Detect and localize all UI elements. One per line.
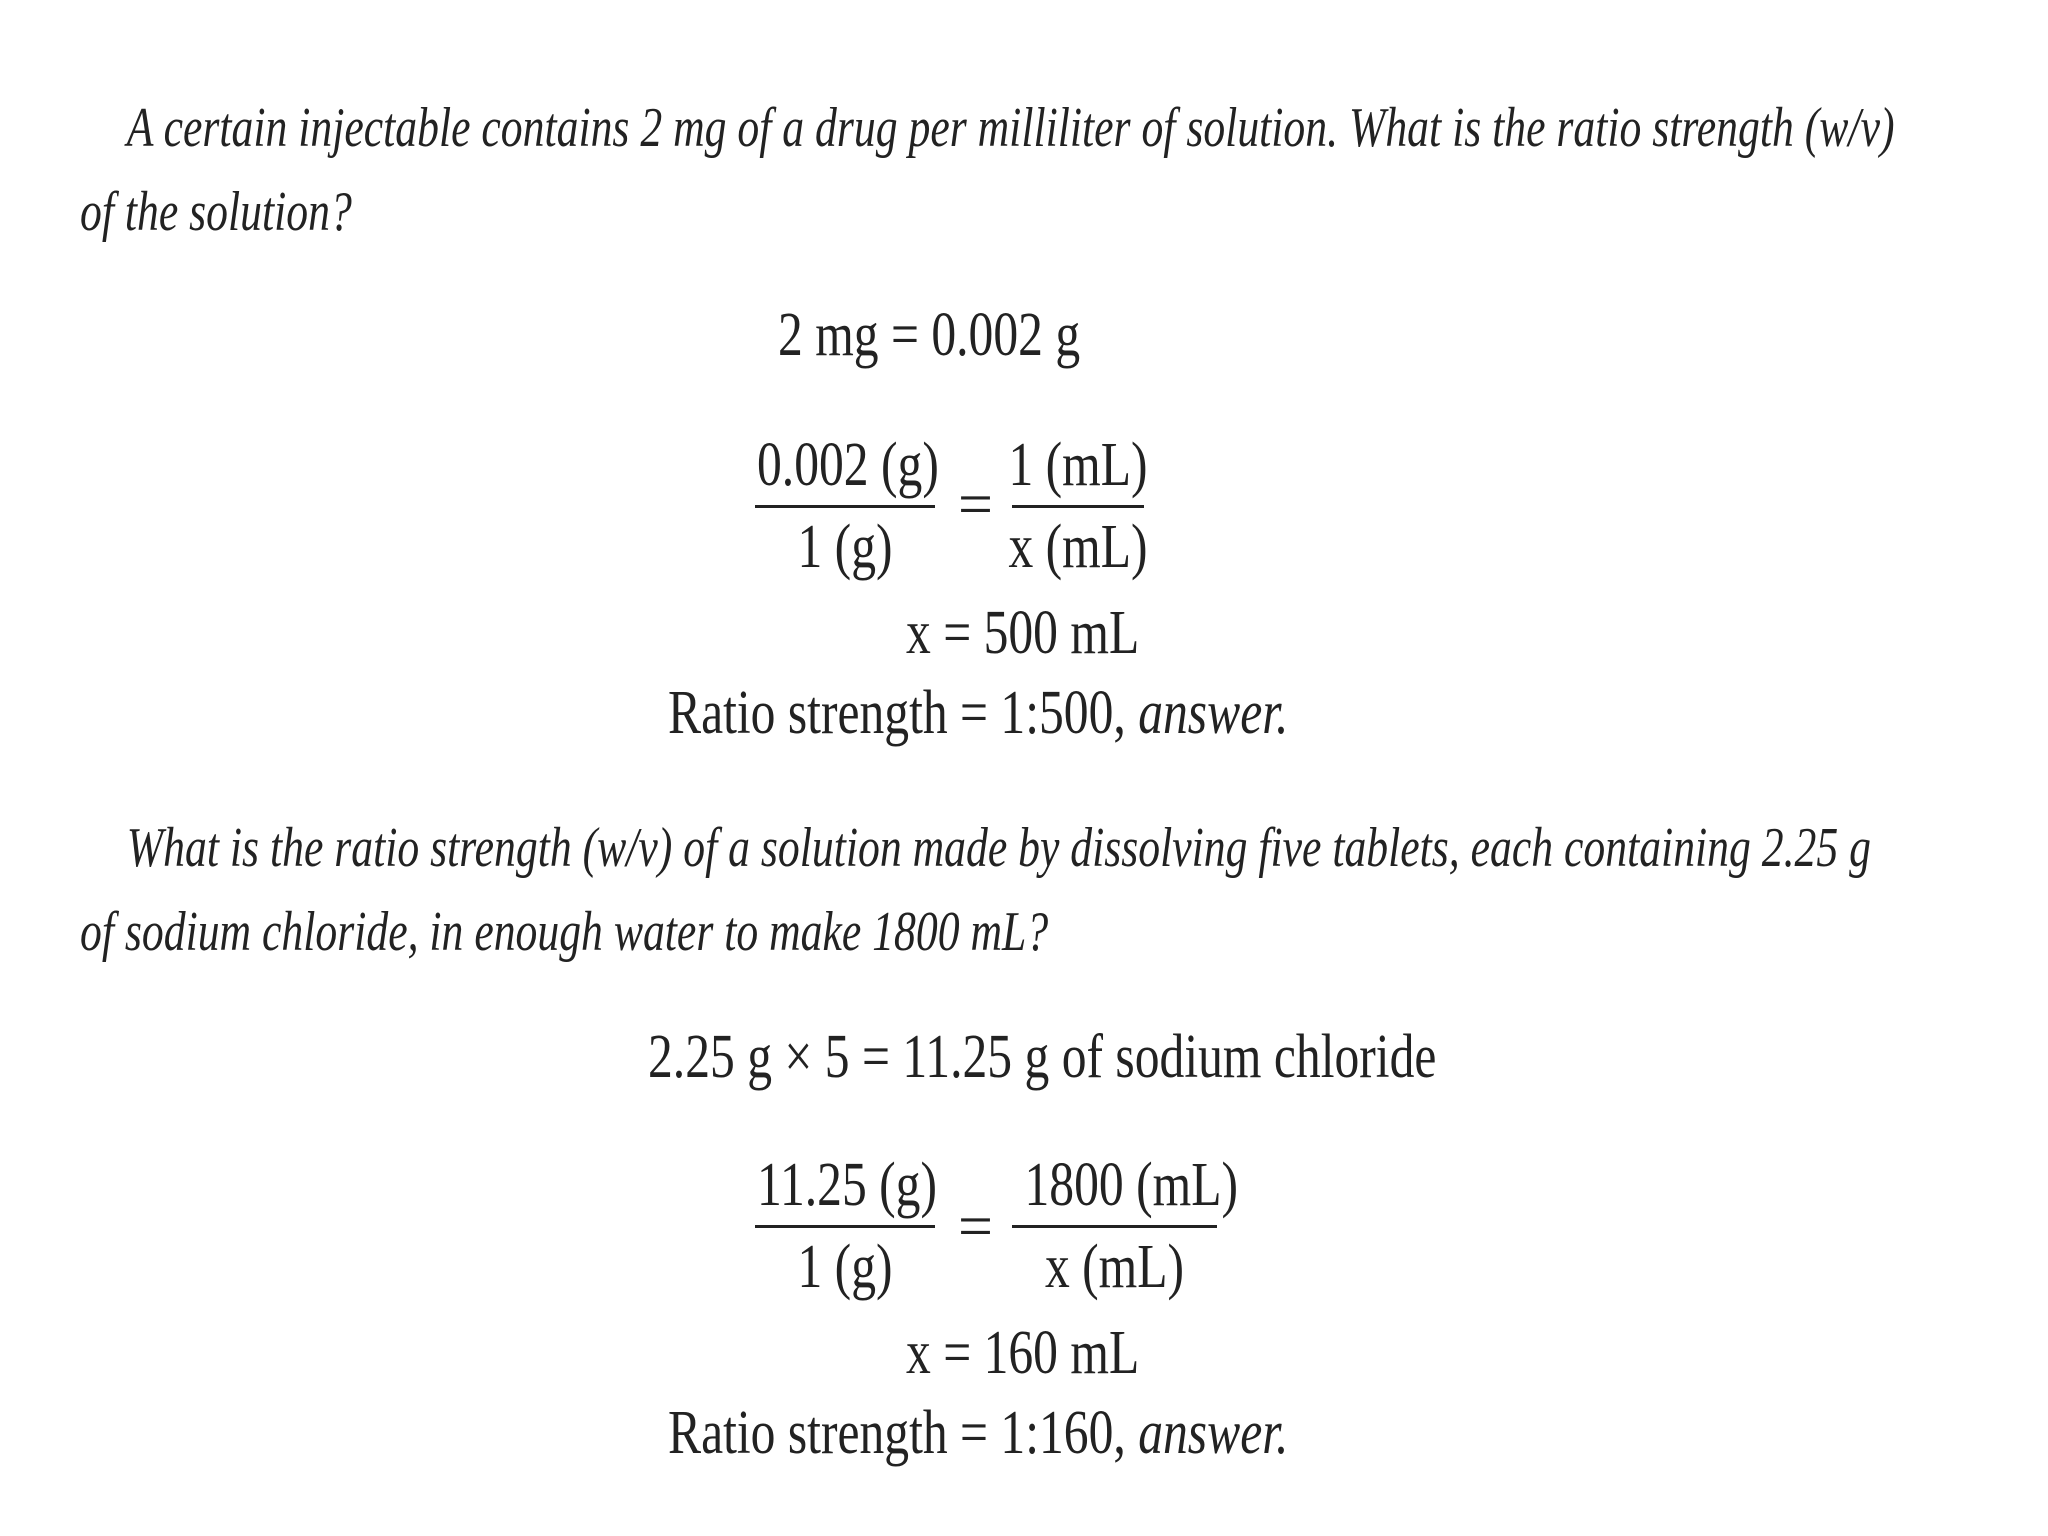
problem-2-conversion: 2.25 g × 5 = 11.25 g of sodium chloride [648, 1023, 1437, 1091]
fraction-denominator: x (mL) [1044, 1233, 1185, 1301]
ratio-strength-text: Ratio strength = 1:160, [668, 1399, 1126, 1467]
fraction-bar [1012, 505, 1144, 508]
fraction-numerator: 1800 (mL) [1024, 1151, 1239, 1219]
problem-2-right-fraction [1012, 1150, 1239, 1310]
problem-2-question: What is the ratio strength (w/v) of a solution made by dissolving five tablets, each containing 2.25 g of sodium chloride, in enough water to make 1800 mL? [80, 817, 1871, 963]
problem-1-right-fraction [1008, 430, 1148, 590]
problem-1-question: A certain injectable contains 2 mg of a drug per milliliter of solution. What is the ratio strength (w/v) of the solution? [80, 97, 1895, 243]
problem-1-equals: = [958, 471, 993, 539]
answer-label: answer. [1138, 1399, 1289, 1467]
fraction-numerator: 11.25 (g) [757, 1151, 937, 1219]
fraction-numerator: 1 (mL) [1008, 431, 1148, 499]
problem-1-result: x = 500 mL [906, 599, 1140, 667]
problem-1-ratio-strength [668, 678, 1288, 748]
problem-2-equals: = [958, 1193, 993, 1261]
fraction-numerator: 0.002 (g) [757, 431, 939, 499]
fraction-denominator: x (mL) [1008, 513, 1148, 581]
fraction-bar [755, 1225, 935, 1228]
fraction-bar [755, 505, 935, 508]
fraction-denominator: 1 (g) [797, 513, 893, 581]
answer-label: answer. [1138, 679, 1289, 747]
fraction-bar [1012, 1225, 1217, 1228]
problem-2-left-fraction [755, 1150, 935, 1310]
problem-1-left-fraction [755, 430, 939, 590]
problem-2-ratio-strength [668, 1398, 1288, 1468]
problem-2-result: x = 160 mL [906, 1319, 1140, 1387]
fraction-denominator: 1 (g) [797, 1233, 893, 1301]
problem-1-conversion: 2 mg = 0.002 g [778, 301, 1081, 369]
ratio-strength-text: Ratio strength = 1:500, [668, 679, 1126, 747]
